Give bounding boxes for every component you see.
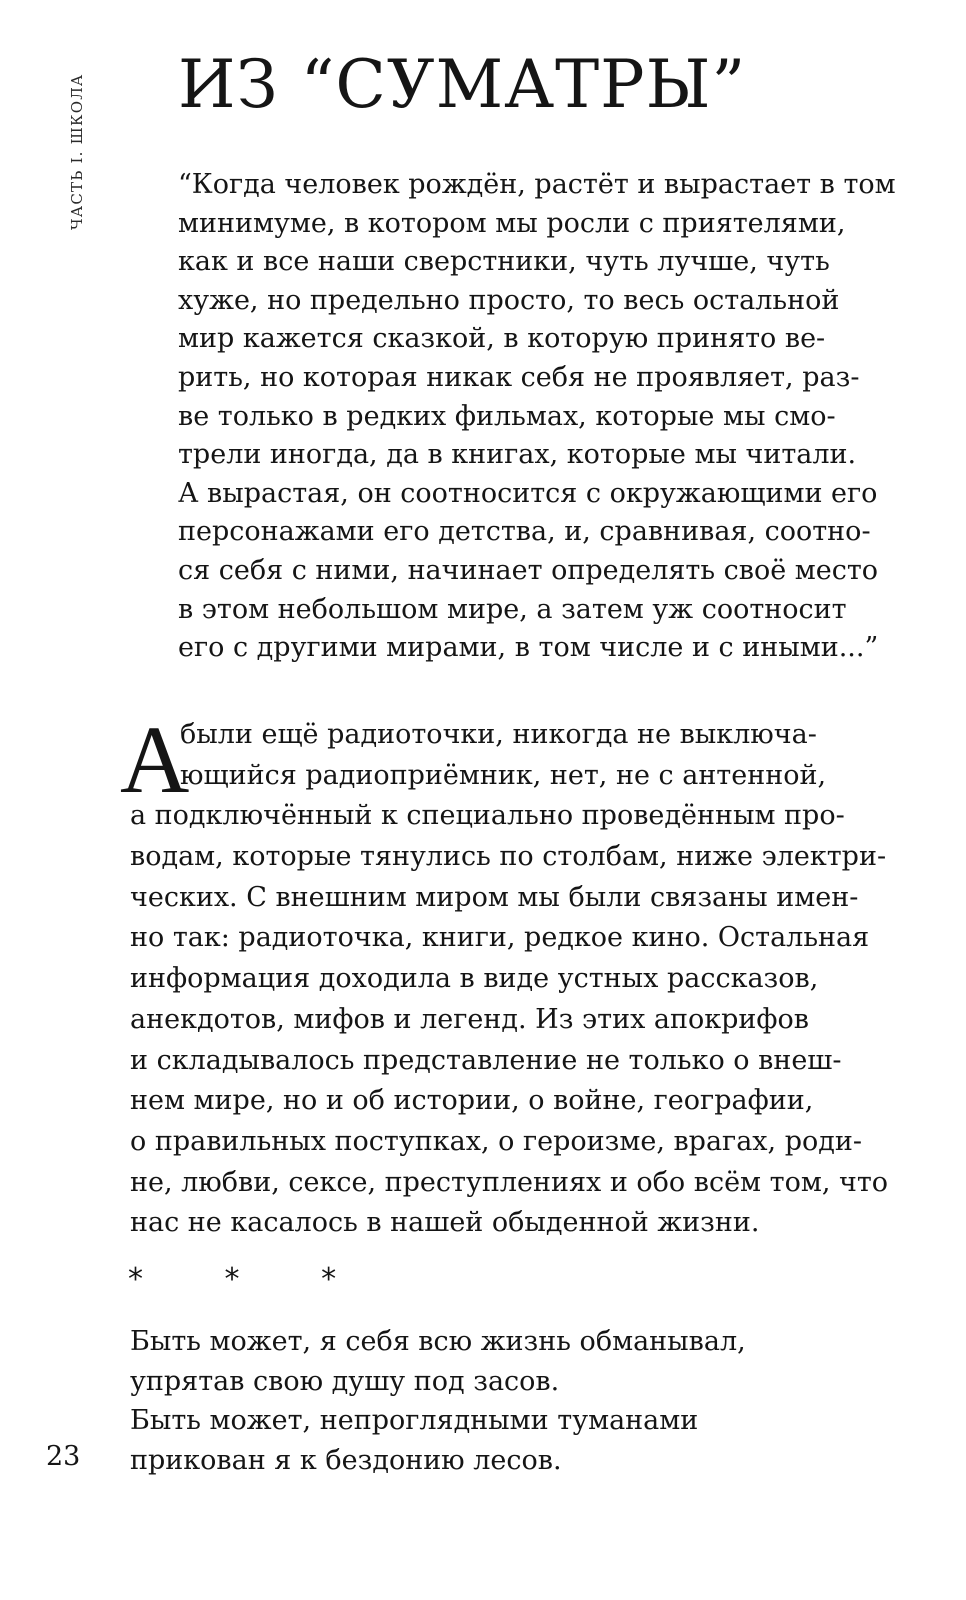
poem-line: упрятав свою душу под засов.: [130, 1365, 560, 1397]
epigraph-line: минимуме, в котором мы росли с приятелями,: [178, 207, 846, 239]
body-line: не, любви, сексе, преступлениях и обо всём том, что: [130, 1166, 889, 1198]
page-number: 23: [46, 1441, 81, 1472]
epigraph-line: “Когда человек рождён, растёт и вырастает в том: [178, 169, 896, 200]
body-line: водам, которые тянулись по столбам, ниже электри-: [130, 841, 887, 873]
poem-line: прикован я к бездонию лесов.: [130, 1444, 562, 1476]
body-line: а подключённый к специально проведённым про-: [130, 800, 845, 832]
epigraph-line: хуже, но предельно просто, то весь остальной: [178, 284, 840, 316]
poem-line: Быть может, я себя всю жизнь обманывал,: [130, 1326, 746, 1357]
epigraph-line: в этом небольшом мире, а затем уж соотносит: [178, 593, 847, 625]
body-line: о правильных поступках, о героизме, врагах, роди-: [130, 1125, 862, 1157]
epigraph: [178, 166, 896, 668]
body-line: нем мире, но и об истории, о войне, географии,: [130, 1085, 814, 1117]
body-line: и складывалось представление не только о внеш-: [130, 1044, 842, 1076]
body-line: анекдотов, мифов и легенд. Из этих апокрифов: [130, 1003, 809, 1035]
drop-cap: А: [120, 706, 190, 813]
body-line: информация доходила в виде устных рассказов,: [130, 963, 819, 995]
body-line: ющийся радиоприёмник, нет, не с антенной,: [180, 759, 827, 791]
epigraph-line: как и все наши сверстники, чуть лучше, чуть: [178, 246, 830, 278]
epigraph-line: ся себя с ними, начинает определять своё место: [178, 554, 879, 586]
epigraph-line: ве только в редких фильмах, которые мы смо-: [178, 400, 836, 432]
epigraph-line: мир кажется сказкой, в которую принято ве-: [178, 323, 826, 355]
epigraph-line: персонажами его детства, и, сравнивая, соотно-: [178, 516, 871, 548]
epigraph-line: А вырастая, он соотносится с окружающими его: [178, 477, 878, 509]
body-line: были ещё радиоточки, никогда не выключа-: [180, 719, 817, 750]
chapter-title: ИЗ “СУМАТРЫ”: [178, 46, 747, 123]
poem-line: Быть может, непроглядными туманами: [130, 1405, 699, 1436]
poem: [130, 1322, 830, 1480]
body-line: нас не касалось в нашей обыденной жизни.: [130, 1207, 760, 1239]
body-paragraph: [130, 715, 889, 1244]
epigraph-line: его с другими мирами, в том числе и с иными...”: [178, 632, 879, 664]
body-line: но так: радиоточка, книги, редкое кино. Остальная: [130, 922, 870, 954]
epigraph-line: рить, но которая никак себя не проявляет, раз-: [178, 361, 860, 393]
running-head: ЧАСТЬ I. ШКОЛА: [68, 73, 86, 230]
section-separator: * * *: [128, 1262, 373, 1297]
body-line: ческих. С внешним миром мы были связаны имен-: [130, 881, 859, 913]
epigraph-line: трели иногда, да в книгах, которые мы читали.: [178, 439, 857, 471]
